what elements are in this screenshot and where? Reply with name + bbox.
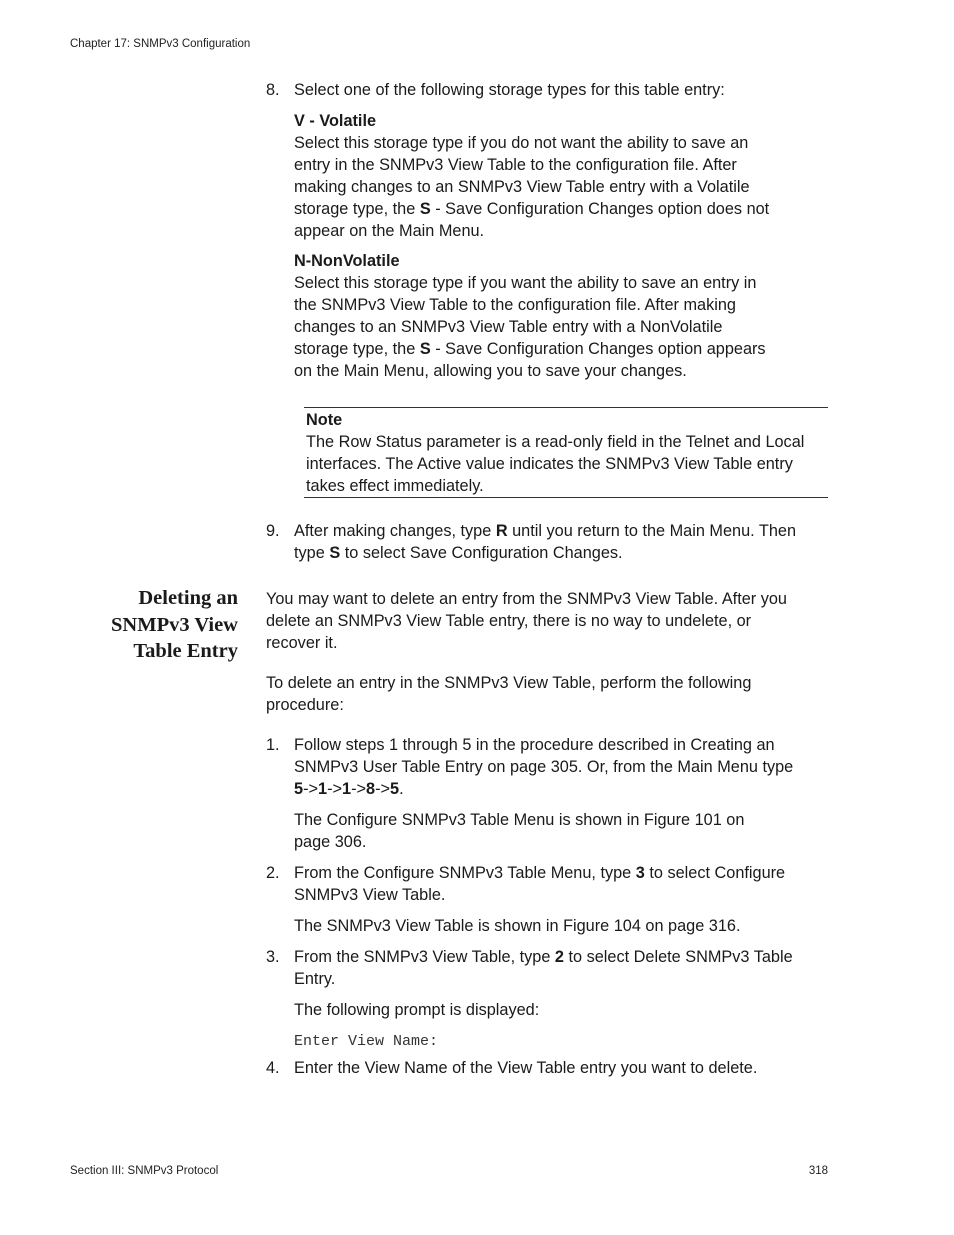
volatile-line4-pre: storage type, the	[294, 200, 420, 218]
page-number: 318	[808, 1165, 828, 1177]
key-sep: ->	[351, 780, 366, 798]
volatile-line: entry in the SNMPv3 View Table to the configuration file. After	[294, 156, 737, 174]
step-3-text	[294, 946, 834, 990]
step-1-text	[294, 734, 834, 800]
nonvolatile-title: N-NonVolatile	[294, 252, 400, 270]
volatile-line: Select this storage type if you do not want the ability to save an	[294, 134, 749, 152]
procedure-line: To delete an entry in the SNMPv3 View Table, perform the following	[266, 674, 752, 692]
procedure-line: procedure:	[266, 696, 344, 714]
step-9-l2-post: to select Save Configuration Changes.	[340, 544, 623, 562]
page-footer-section: Section III: SNMPv3 Protocol	[70, 1165, 219, 1177]
step-2-text	[294, 862, 834, 906]
intro-line: You may want to delete an entry from the SNMPv3 View Table. After you	[266, 590, 787, 608]
nonvolatile-line: changes to an SNMPv3 View Table entry with a NonVolatile	[294, 318, 723, 336]
key: 5	[390, 780, 400, 798]
step-9-l1-post: until you return to the Main Menu. Then	[507, 522, 796, 540]
note-line: The Row Status parameter is a read-only field in the Telnet and Local	[306, 433, 805, 451]
step-9-text	[294, 520, 834, 564]
nonvolatile-line4-key: S	[419, 340, 431, 358]
volatile-line: appear on the Main Menu.	[294, 222, 485, 240]
step-1-sub-line: page 306.	[294, 833, 367, 851]
step-9-l1-pre: After making changes, type	[294, 522, 496, 540]
step-2-line: SNMPv3 View Table.	[294, 886, 446, 904]
section-heading	[80, 585, 238, 665]
prompt-code: Enter View Name:	[294, 1033, 439, 1050]
step-9-line	[294, 542, 834, 564]
key: 8	[366, 780, 376, 798]
step-1-number: 1.	[266, 736, 280, 754]
step-2-l1-post: to select Configure	[644, 864, 786, 882]
volatile-block	[294, 110, 834, 242]
key-end: .	[399, 780, 404, 798]
step-3-line	[294, 946, 834, 968]
note-title: Note	[306, 411, 343, 429]
step-1-keys	[294, 778, 834, 800]
step-3-l1-pre: From the SNMPv3 View Table, type	[294, 948, 555, 966]
volatile-title: V - Volatile	[294, 112, 377, 130]
note-line: takes effect immediately.	[306, 477, 484, 495]
intro-line: delete an SNMPv3 View Table entry, there is no way to undelete, or	[266, 612, 752, 630]
step-3-number: 3.	[266, 948, 280, 966]
step-9-number: 9.	[266, 522, 280, 540]
key-sep: ->	[375, 780, 390, 798]
step-8-text: Select one of the following storage types for this table entry:	[294, 81, 725, 99]
step-3-l1-post: to select Delete SNMPv3 Table	[563, 948, 793, 966]
step-1-sub	[294, 809, 834, 853]
intro-paragraph	[266, 588, 831, 654]
volatile-line	[294, 198, 834, 220]
note-content	[306, 409, 828, 497]
step-2-sub: The SNMPv3 View Table is shown in Figure 104 on page 316.	[294, 917, 741, 935]
step-2-line	[294, 862, 834, 884]
key-sep: ->	[327, 780, 342, 798]
step-4-number: 4.	[266, 1059, 280, 1077]
step-9-line	[294, 520, 834, 542]
nonvolatile-line: on the Main Menu, allowing you to save your changes.	[294, 362, 687, 380]
step-1-line: SNMPv3 User Table Entry on page 305. Or, from the Main Menu type	[294, 758, 794, 776]
step-4-text: Enter the View Name of the View Table entry you want to delete.	[294, 1059, 758, 1077]
nonvolatile-line: the SNMPv3 View Table to the configuration file. After making	[294, 296, 736, 314]
key: 1	[342, 780, 352, 798]
step-1-sub-line: The Configure SNMPv3 Table Menu is shown in Figure 101 on	[294, 811, 745, 829]
step-2-number: 2.	[266, 864, 280, 882]
note-line: interfaces. The Active value indicates the SNMPv3 View Table entry	[306, 455, 793, 473]
key: 5	[294, 780, 304, 798]
section-heading-line: Table Entry	[133, 640, 238, 662]
procedure-paragraph	[266, 672, 831, 716]
nonvolatile-line4-post: - Save Configuration Changes option appears	[430, 340, 766, 358]
volatile-line: making changes to an SNMPv3 View Table entry with a Volatile	[294, 178, 750, 196]
volatile-line4-key: S	[419, 200, 431, 218]
volatile-line4-post: - Save Configuration Changes option does not	[430, 200, 770, 218]
step-9-l1-key: R	[495, 522, 508, 540]
note-box	[304, 407, 828, 498]
step-3-key: 2	[554, 948, 564, 966]
nonvolatile-block	[294, 250, 834, 382]
step-9-l2-pre: type	[294, 544, 330, 562]
section-heading-line: Deleting an	[138, 587, 238, 609]
step-3-sub: The following prompt is displayed:	[294, 1001, 540, 1019]
section-heading-line: SNMPv3 View	[111, 613, 238, 636]
step-9-l2-key: S	[329, 544, 341, 562]
nonvolatile-line4-pre: storage type, the	[294, 340, 420, 358]
step-8-number: 8.	[266, 81, 280, 99]
step-2-key: 3	[635, 864, 645, 882]
key: 1	[318, 780, 328, 798]
intro-line: recover it.	[266, 634, 338, 652]
nonvolatile-line: Select this storage type if you want the ability to save an entry in	[294, 274, 757, 292]
step-2-l1-pre: From the Configure SNMPv3 Table Menu, type	[294, 864, 636, 882]
step-3-line: Entry.	[294, 970, 336, 988]
step-1-line: Follow steps 1 through 5 in the procedure described in Creating an	[294, 736, 775, 754]
nonvolatile-line	[294, 338, 834, 360]
key-sep: ->	[303, 780, 318, 798]
page-header-chapter: Chapter 17: SNMPv3 Configuration	[70, 38, 251, 50]
